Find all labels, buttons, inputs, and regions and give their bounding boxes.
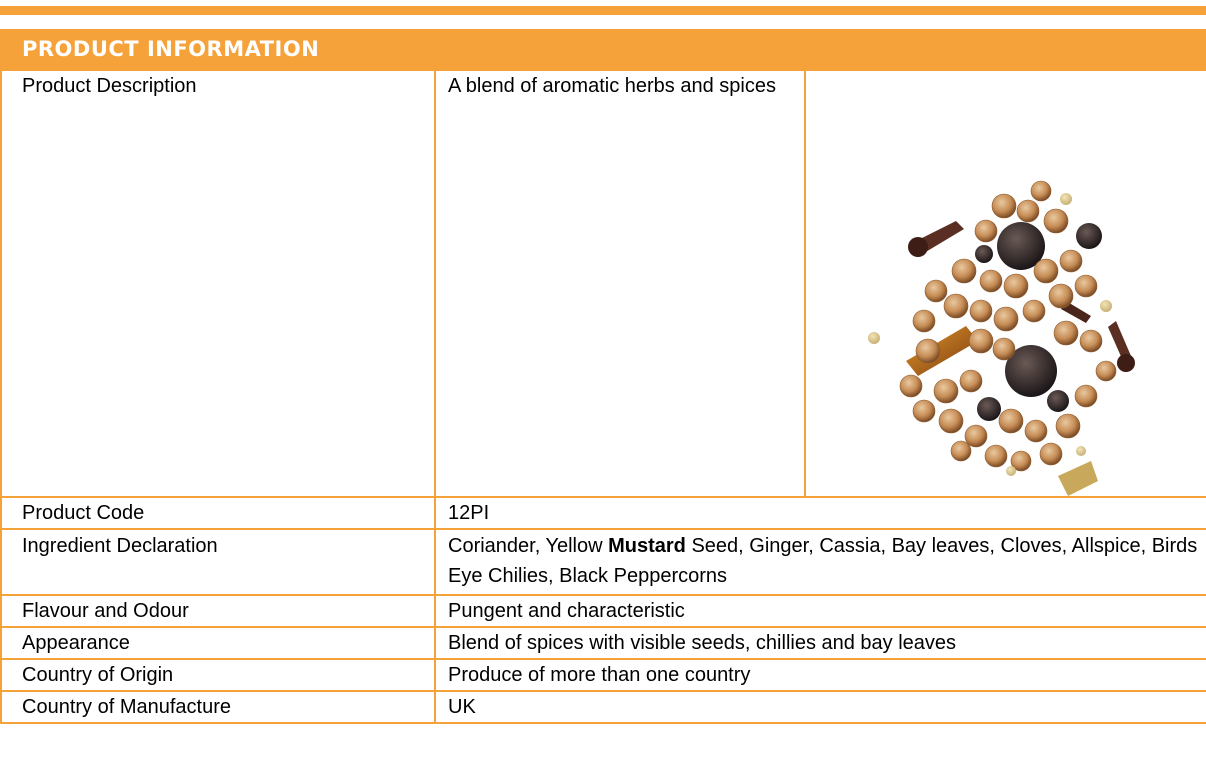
table-row (1, 529, 1206, 595)
table-row-description (1, 70, 1206, 497)
row-value: UK (435, 691, 1206, 723)
row-label: Product Code (1, 497, 435, 529)
mixed-spices-image (806, 71, 1206, 498)
row-label: Appearance (1, 627, 435, 659)
table-row (1, 659, 1206, 691)
ingredient-text: Coriander, Yellow (448, 535, 609, 557)
row-label: Country of Origin (1, 659, 435, 691)
row-label: Product Description (1, 70, 435, 497)
row-value: Blend of spices with visible seeds, chillies and bay leaves (435, 627, 1206, 659)
table-row (1, 595, 1206, 627)
product-info-table (0, 69, 1206, 724)
product-information-sheet (0, 29, 1206, 724)
row-value (435, 529, 1206, 595)
ingredient-text: Seed, Ginger, Cassia, Bay leaves, Cloves, Allspice, Birds Eye Chilies, Black Peppercorns (448, 535, 1198, 587)
table-row (1, 627, 1206, 659)
table-row (1, 497, 1206, 529)
row-label: Country of Manufacture (1, 691, 435, 723)
allergen-highlight: Mustard (608, 535, 686, 557)
row-value: Pungent and characteristic (435, 595, 1206, 627)
table-row (1, 691, 1206, 723)
top-accent-bar (0, 6, 1206, 15)
section-header: PRODUCT INFORMATION (0, 29, 1206, 69)
row-label: Ingredient Declaration (1, 529, 435, 595)
product-image-cell (805, 70, 1206, 497)
row-value: Produce of more than one country (435, 659, 1206, 691)
spice-pile (868, 181, 1135, 496)
row-value: 12PI (435, 497, 1206, 529)
row-value: A blend of aromatic herbs and spices (435, 70, 805, 497)
row-label: Flavour and Odour (1, 595, 435, 627)
